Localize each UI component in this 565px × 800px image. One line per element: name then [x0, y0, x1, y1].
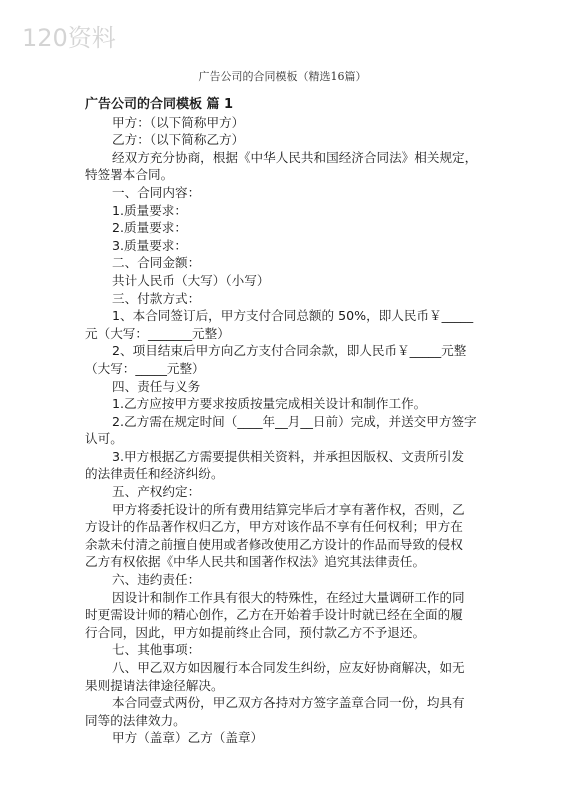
document-body — [85, 96, 490, 747]
paragraph-line: （大写：_____元整） — [85, 360, 205, 376]
paragraph-line: 方设计的作品著作权归乙方，甲方对该作品不享有任何权利；甲方在 — [85, 519, 463, 535]
paragraph-line: 共计人民币（大写）（小写） — [112, 272, 270, 288]
paragraph-line: 1、本合同签订后，甲方支付合同总额的 50%，即人民币￥_____ — [112, 308, 474, 324]
paragraph-line: 乙方有权依据《中华人民共和国著作权法》追究其法律责任。 — [85, 554, 426, 570]
paragraph-line: 果则提请法律途径解决。 — [85, 677, 224, 693]
list-item: 1.质量要求： — [112, 202, 187, 218]
section-title: 五、产权约定： — [112, 484, 201, 500]
paragraph-line: 时更需设计师的精心创作，乙方在开始着手设计时就已经在全面的履 — [85, 607, 463, 623]
section-title: 四、责任与义务 — [112, 378, 201, 394]
paragraph-line: 甲方将委托设计的所有费用结算完毕后才享有著作权，否则，乙 — [112, 501, 465, 517]
party-b-line: 乙方：（以下简称乙方） — [112, 132, 245, 148]
paragraph-line: 特签署本合同。 — [85, 167, 174, 183]
list-item: 3.甲方根据乙方需要提供相关资料，并承担因版权、文责所引发 — [112, 448, 465, 464]
section-title: 一、合同内容： — [112, 184, 201, 200]
watermark-logo: 120资料 — [22, 24, 116, 52]
paragraph-line: 本合同壹式两份，甲乙双方各持对方签字盖章合同一份，均具有 — [112, 695, 465, 711]
paragraph-line: 的法律责任和经济纠纷。 — [85, 466, 224, 482]
signature-line: 甲方（盖章）乙方（盖章） — [112, 730, 264, 746]
paragraph-line: 认可。 — [85, 431, 123, 447]
section-title: 七、其他事项： — [112, 642, 201, 658]
paragraph-line: 元（大写：_______元整） — [85, 325, 230, 341]
paragraph-line: 余款未付清之前擅自使用或者修改使用乙方设计的作品而导致的侵权 — [85, 536, 463, 552]
document-title: 广告公司的合同模板（精选16篇） — [198, 70, 367, 83]
list-item: 2.乙方需在规定时间（____年__月__日前）完成，并送交甲方签字 — [112, 413, 477, 429]
paragraph-line: 同等的法律效力。 — [85, 712, 186, 728]
paragraph-line: 行合同，因此，甲方如提前终止合同，预付款乙方不予退还。 — [85, 624, 426, 640]
section-title: 六、违约责任： — [112, 572, 201, 588]
section-heading: 广告公司的合同模板 篇 1 — [85, 97, 234, 112]
section-title: 二、合同金额： — [112, 255, 201, 271]
paragraph-line: 2、项目结束后甲方向乙方支付合同余款，即人民币￥_____元整 — [112, 343, 467, 359]
paragraph-line: 因设计和制作工作具有很大的特殊性，在经过大量调研工作的同 — [112, 589, 465, 605]
paragraph-line: 八、甲乙双方如因履行本合同发生纠纷，应友好协商解决，如无 — [112, 660, 465, 675]
list-item: 2.质量要求： — [112, 220, 187, 236]
list-item: 3.质量要求： — [112, 237, 187, 253]
section-title: 三、付款方式： — [112, 290, 201, 306]
paragraph-line: 经双方充分协商，根据《中华人民共和国经济合同法》相关规定， — [112, 149, 478, 165]
list-item: 1.乙方应按甲方要求按质按量完成相关设计和制作工作。 — [112, 396, 427, 412]
party-a-line: 甲方：（以下简称甲方） — [112, 114, 245, 130]
